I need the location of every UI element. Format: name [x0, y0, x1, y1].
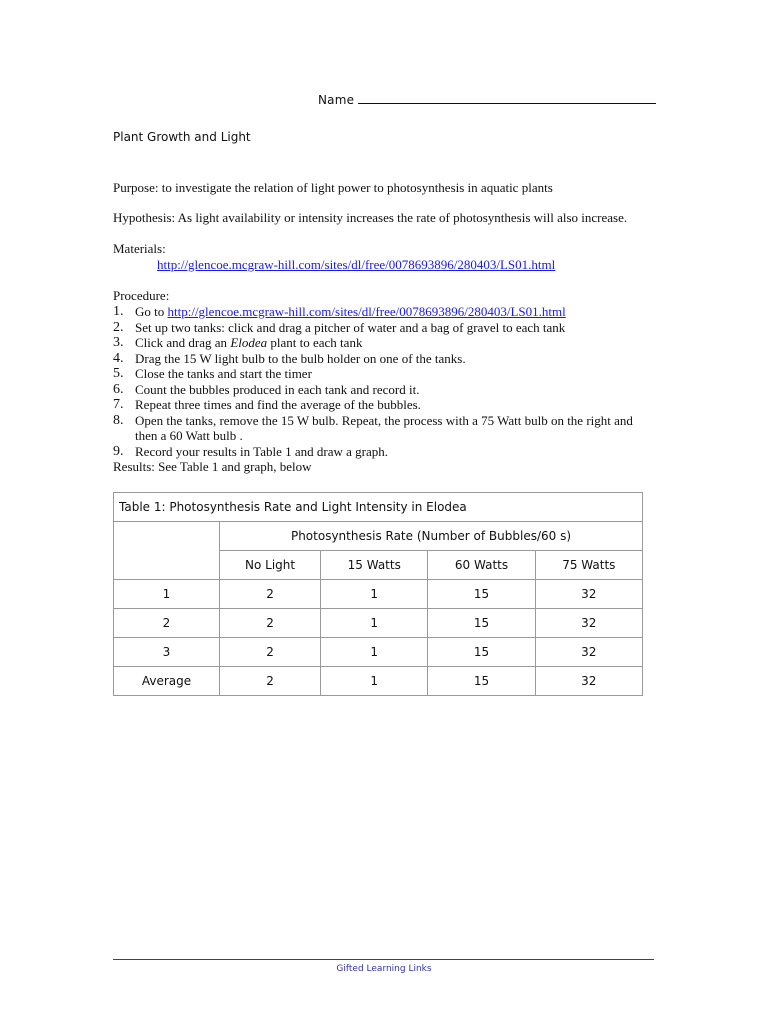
procedure-step-9	[113, 444, 653, 460]
column-header: 15 Watts	[321, 551, 428, 580]
results-table	[113, 492, 643, 696]
table-cell: 15	[428, 580, 535, 609]
step-number: 2.	[113, 319, 124, 335]
table-cell: 15	[428, 667, 535, 696]
column-header: 75 Watts	[535, 551, 642, 580]
materials-link[interactable]: http://glencoe.mcgraw-hill.com/sites/dl/free/0078693896/280403/LS01.html	[157, 257, 556, 272]
table-corner-cell	[114, 522, 220, 580]
step-number: 1.	[113, 304, 124, 319]
table-row	[114, 580, 643, 609]
name-label: Name	[318, 93, 355, 107]
step-number: 7.	[113, 397, 124, 412]
step-number: 6.	[113, 381, 124, 397]
name-blank-line	[358, 93, 656, 104]
procedure-step-2	[113, 320, 653, 336]
step-text: Repeat three times and find the average of the bubbles.	[135, 397, 421, 412]
step-number: 5.	[113, 366, 124, 381]
column-header: No Light	[220, 551, 321, 580]
table-cell: 32	[535, 638, 642, 667]
step-text: Open the tanks, remove the 15 W bulb. Repeat, the process with a 75 Watt bulb on the right and then a 60 Watt bulb .	[135, 412, 633, 443]
step-text: Click and drag an	[135, 335, 231, 350]
results-text: Results: See Table 1 and graph, below	[113, 459, 312, 474]
step-number: 9.	[113, 443, 124, 459]
procedure-list	[113, 304, 653, 459]
row-label: 1	[114, 580, 220, 609]
step-text: Go to	[135, 304, 168, 319]
table-cell: 1	[321, 580, 428, 609]
materials-label: Materials:	[113, 241, 166, 256]
procedure-link[interactable]: http://glencoe.mcgraw-hill.com/sites/dl/free/0078693896/280403/LS01.html	[167, 304, 566, 319]
table-cell: 2	[220, 638, 321, 667]
procedure-step-7	[113, 397, 653, 413]
table-cell: 15	[428, 609, 535, 638]
row-label: Average	[114, 667, 220, 696]
step-number: 4.	[113, 350, 124, 366]
step-text: Close the tanks and start the timer	[135, 366, 312, 381]
table-caption-row	[114, 493, 643, 522]
table-cell: 32	[535, 580, 642, 609]
procedure-step-8	[113, 413, 653, 444]
table-group-header-row	[114, 522, 643, 551]
name-field	[318, 93, 656, 107]
document-title: Plant Growth and Light	[113, 130, 251, 144]
step-text: Drag the 15 W light bulb to the bulb holder on one of the tanks.	[135, 350, 466, 366]
table-caption: Table 1: Photosynthesis Rate and Light Intensity in Elodea	[114, 493, 643, 522]
table-group-header: Photosynthesis Rate (Number of Bubbles/60 s)	[220, 522, 643, 551]
table-cell: 32	[535, 667, 642, 696]
row-label: 2	[114, 609, 220, 638]
table-row	[114, 638, 643, 667]
table-row	[114, 609, 643, 638]
step-number: 8.	[113, 412, 124, 428]
hypothesis-text: Hypothesis: As light availability or intensity increases the rate of photosynthesis will also increase.	[113, 210, 628, 225]
step-text: Record your results in Table 1 and draw a graph.	[135, 443, 388, 459]
procedure-step-4	[113, 351, 653, 367]
table-cell: 1	[321, 609, 428, 638]
table-cell: 2	[220, 609, 321, 638]
table-cell: 1	[321, 638, 428, 667]
procedure-step-5	[113, 366, 653, 382]
table-cell: 1	[321, 667, 428, 696]
step-text: Count the bubbles produced in each tank and record it.	[135, 381, 420, 397]
table-cell: 32	[535, 609, 642, 638]
procedure-step-6	[113, 382, 653, 398]
step-number: 3.	[113, 335, 124, 350]
purpose-text: Purpose: to investigate the relation of light power to photosynthesis in aquatic plants	[113, 180, 553, 195]
footer-text: Gifted Learning Links	[336, 964, 432, 974]
table-cell: 2	[220, 667, 321, 696]
step-text: Set up two tanks: click and drag a pitcher of water and a bag of gravel to each tank	[135, 319, 566, 335]
column-header: 60 Watts	[428, 551, 535, 580]
table-row	[114, 667, 643, 696]
procedure-step-1	[113, 304, 653, 320]
footer-divider	[113, 959, 654, 960]
procedure-step-3	[113, 335, 653, 351]
step-emphasis: Elodea	[230, 335, 268, 350]
table-cell: 2	[220, 580, 321, 609]
step-text: plant to each tank	[267, 335, 363, 350]
table-cell: 15	[428, 638, 535, 667]
procedure-label: Procedure:	[113, 288, 170, 303]
row-label: 3	[114, 638, 220, 667]
